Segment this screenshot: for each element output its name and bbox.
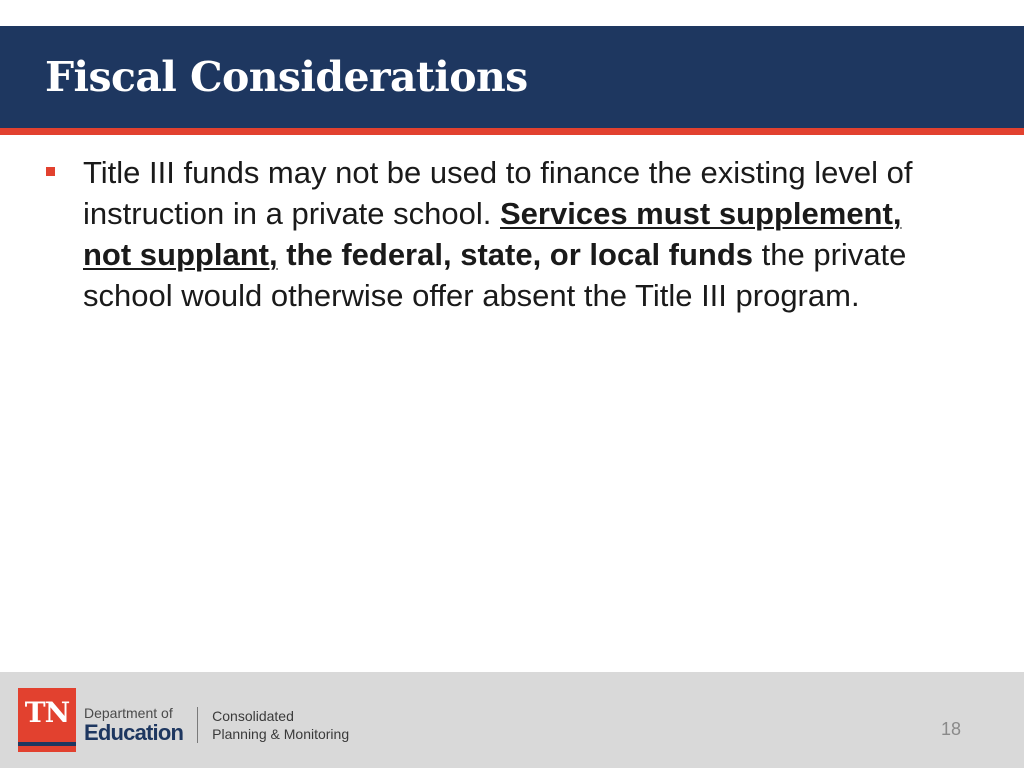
office-line1: Consolidated — [212, 708, 294, 724]
title-accent-rule — [0, 128, 1024, 135]
tn-logo-text: TN — [24, 696, 70, 729]
tn-education-logo — [18, 688, 349, 752]
bullet-text-bold: the federal, state, or local funds — [277, 237, 754, 272]
bullet-text-part2: the private school would otherwise offer absent the Title III program. — [83, 237, 907, 313]
bullet-text-part1: Title III funds may not be used to finance the existing level of instruction in a private school. — [83, 155, 913, 231]
bullet-item — [38, 152, 938, 316]
office-name — [212, 707, 349, 743]
square-bullet-icon — [46, 167, 55, 176]
footer — [0, 672, 1024, 768]
tn-logo-icon — [18, 688, 76, 752]
department-line2: Education — [84, 720, 184, 745]
bullet-list — [38, 152, 938, 316]
logo-divider — [197, 707, 198, 743]
department-line1: Department of — [84, 705, 173, 721]
slide-title: Fiscal Considerations — [45, 53, 528, 101]
tn-logo-stripe — [18, 742, 76, 746]
office-line2: Planning & Monitoring — [212, 726, 350, 742]
bullet-text-bold-underlined: Services must supplement, not supplant, — [83, 196, 902, 272]
department-name — [84, 705, 183, 745]
page-number: 18 — [940, 719, 962, 739]
